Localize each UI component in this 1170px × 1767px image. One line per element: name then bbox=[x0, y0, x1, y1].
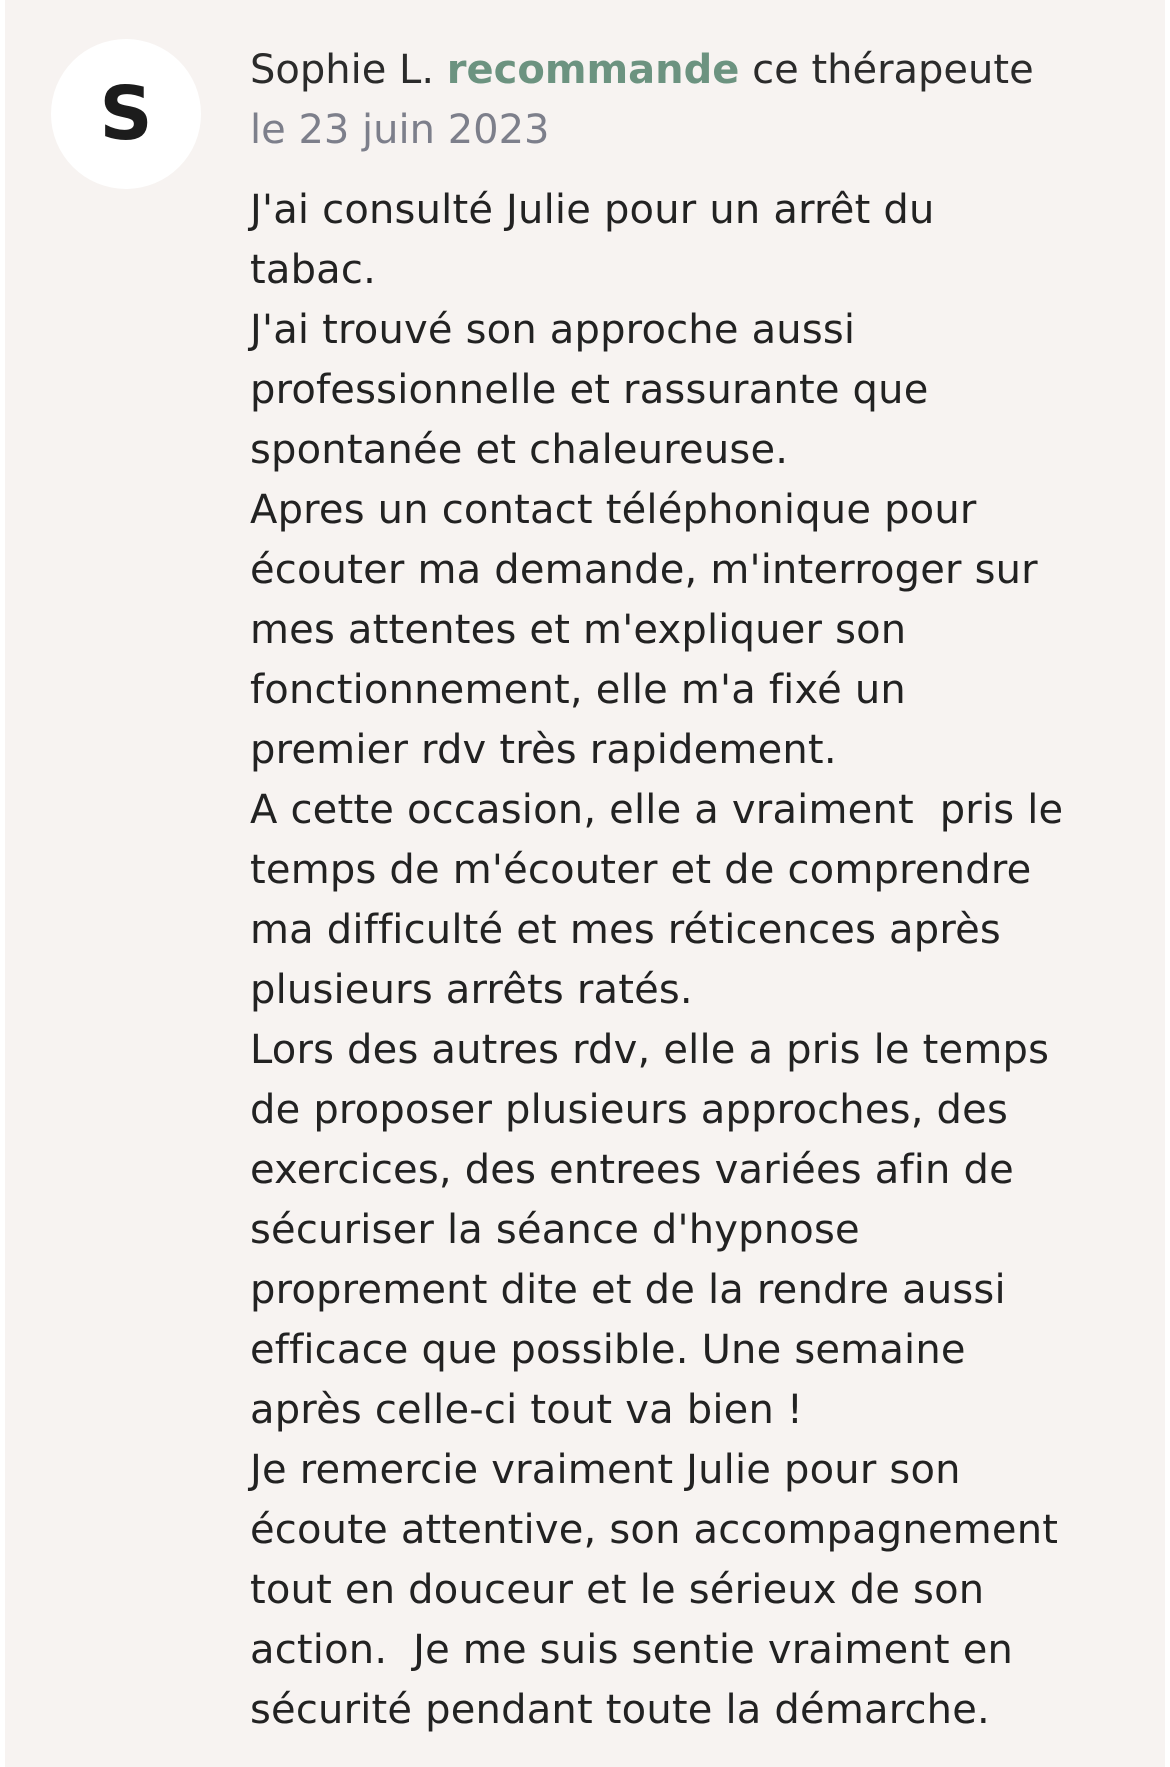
review-line: spontanée et chaleureuse. bbox=[250, 427, 789, 473]
review-line: efficace que possible. Une semaine bbox=[250, 1327, 966, 1373]
review-line: J'ai trouvé son approche aussi bbox=[250, 307, 856, 353]
review-line: tout en douceur et le sérieux de son bbox=[250, 1567, 985, 1613]
review-line: J'ai consulté Julie pour un arrêt du bbox=[250, 187, 935, 233]
review-line: action. Je me suis sentie vraiment en bbox=[250, 1627, 1014, 1673]
review-line: premier rdv très rapidement. bbox=[250, 727, 837, 773]
review-line: mes attentes et m'expliquer son bbox=[250, 607, 907, 653]
review-line: écoute attentive, son accompagnement bbox=[250, 1507, 1059, 1553]
review-content bbox=[250, 40, 1130, 1740]
review-line: professionnelle et rassurante que bbox=[250, 367, 929, 413]
review-line: temps de m'écouter et de comprendre bbox=[250, 847, 1032, 893]
review-line: sécurité pendant toute la démarche. bbox=[250, 1687, 990, 1733]
review-line: ma difficulté et mes réticences après bbox=[250, 907, 1001, 953]
author-name: Sophie L. bbox=[250, 47, 435, 93]
review-line: Apres un contact téléphonique pour bbox=[250, 487, 977, 533]
review-line: écouter ma demande, m'interroger sur bbox=[250, 547, 1038, 593]
review-line: Je remercie vraiment Julie pour son bbox=[250, 1447, 961, 1493]
review-header bbox=[250, 40, 1130, 100]
review-line: fonctionnement, elle m'a fixé un bbox=[250, 667, 906, 713]
review-line: A cette occasion, elle a vraiment pris le bbox=[250, 787, 1064, 833]
review-line: tabac. bbox=[250, 247, 377, 293]
review-line: sécuriser la séance d'hypnose bbox=[250, 1207, 860, 1253]
avatar bbox=[51, 39, 201, 189]
review-date: le 23 juin 2023 bbox=[250, 107, 550, 153]
review-line: exercices, des entrees variées afin de bbox=[250, 1147, 1014, 1193]
review-line: de proposer plusieurs approches, des bbox=[250, 1087, 1008, 1133]
review-line: proprement dite et de la rendre aussi bbox=[250, 1267, 1006, 1313]
review-card bbox=[5, 0, 1165, 1767]
recommend-target: ce thérapeute bbox=[752, 47, 1034, 93]
review-line: Lors des autres rdv, elle a pris le temps bbox=[250, 1027, 1050, 1073]
review-text bbox=[250, 180, 1130, 1740]
review-line: plusieurs arrêts ratés. bbox=[250, 967, 693, 1013]
review-line: après celle-ci tout va bien ! bbox=[250, 1387, 804, 1433]
recommend-label: recommande bbox=[446, 47, 740, 93]
avatar-letter: S bbox=[99, 71, 153, 157]
